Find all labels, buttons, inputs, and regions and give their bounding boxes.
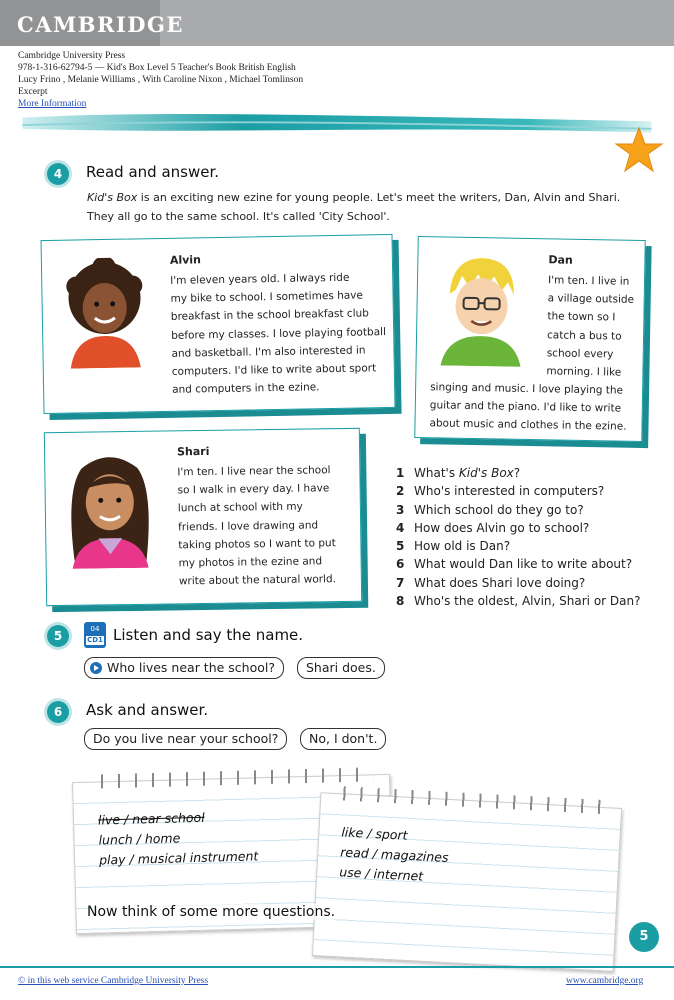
shari-card — [44, 428, 362, 606]
copyright-link[interactable]: © in this web service Cambridge University Press — [18, 976, 209, 986]
think-more-text: Now think of some more questions. — [87, 904, 336, 920]
shari-text: I'm ten. I live near the school so I walk in every day. I have lunch at school with my friends. I love drawing and taking photos so I want to put my photos in the ezine and write about the natural world. — [177, 464, 337, 588]
question-1: 1 What's Kid's Box? — [396, 466, 521, 480]
question-3: 3 Which school do they go to? — [396, 502, 584, 517]
notepad-2-item-3: use / internet — [338, 864, 424, 884]
question-5: 5 How old is Dan? — [396, 539, 511, 554]
page-number: 5 — [629, 922, 659, 952]
star-icon — [614, 126, 664, 176]
notepad-2-item-1: like / sport — [341, 824, 408, 843]
alvin-name: Alvin — [169, 253, 202, 267]
speech-bubble-answer-5: Shari does. — [297, 657, 385, 679]
alvin-text: I'm eleven years old. I always ride my bike to school. I sometimes have breakfast in the school breakfast club before my classes. I love playing football and basketball. I'm also interested in computers. I'd like to write about sport and computers in the ezine. — [170, 271, 387, 397]
section-5-badge: 5 — [47, 625, 69, 647]
notepad-2-item-2: read / magazines — [340, 844, 449, 865]
cambridge-logo: CAMBRIDGE — [17, 12, 184, 37]
speech-bubble-question-5: Who lives near the school? — [84, 657, 284, 679]
shari-portrait — [59, 450, 161, 569]
website-link[interactable]: www.cambridge.org — [566, 976, 644, 986]
speech-bubble-answer-6: No, I don't. — [300, 728, 386, 750]
play-icon[interactable] — [90, 662, 102, 674]
isbn-line: 978-1-316-62794-5 — Kid's Box Level 5 Teacher's Book British English — [18, 63, 296, 73]
question-2: 2 Who's interested in computers? — [396, 484, 605, 499]
section-6-badge: 6 — [47, 701, 69, 723]
notepad-rings — [93, 767, 373, 788]
intro-line-2: They all go to the same school. It's called 'City School'. — [87, 210, 390, 223]
footer-line — [0, 966, 674, 968]
section-4-badge: 4 — [47, 163, 69, 185]
speech-bubble-question-6: Do you live near your school? — [84, 728, 287, 750]
section-6-title: Ask and answer. — [86, 701, 209, 719]
section-5-title: Listen and say the name. — [113, 626, 304, 644]
intro-line-1: Kid's Box is an exciting new ezine for young people. Let's meet the writers, Dan, Alvin and Shari. — [87, 191, 621, 204]
excerpt-label: Excerpt — [18, 87, 48, 97]
question-8: 8 Who's the oldest, Alvin, Shari or Dan? — [396, 594, 641, 609]
audio-cd-icon[interactable]: 04 CD1 — [84, 622, 106, 648]
authors: Lucy Frino , Melanie Williams , With Caroline Nixon , Michael Tomlinson — [18, 75, 304, 85]
question-4: 4 How does Alvin go to school? — [396, 520, 590, 535]
shari-name: Shari — [176, 444, 210, 459]
notepad-1-item-2: lunch / home — [98, 830, 181, 848]
dan-portrait — [431, 253, 533, 367]
section-4-title: Read and answer. — [86, 163, 220, 181]
questions-list — [396, 464, 640, 610]
dan-text-right: I'm ten. I live in a village outside the town so I catch a bus to school every morning. I like — [546, 274, 635, 379]
question-7: 7 What does Shari love doing? — [396, 575, 586, 590]
dan-text-full: singing and music. I love playing the guitar and the piano. I'd like to write about music and clothes in the ezine. — [429, 381, 627, 434]
more-information-link[interactable]: More Information — [18, 99, 87, 109]
dan-card — [414, 236, 645, 442]
alvin-card — [41, 234, 396, 414]
publisher: Cambridge University Press — [18, 51, 126, 61]
question-6: 6 What would Dan like to write about? — [396, 557, 633, 572]
alvin-portrait — [54, 257, 156, 369]
notepad-2 — [312, 792, 622, 972]
teal-wave-band — [0, 112, 674, 140]
notepad-rings — [335, 786, 605, 814]
dan-name: Dan — [548, 253, 573, 267]
notepad-1-item-1: live / near school — [97, 809, 205, 828]
notepad-1-item-3: play / musical instrument — [98, 848, 259, 868]
